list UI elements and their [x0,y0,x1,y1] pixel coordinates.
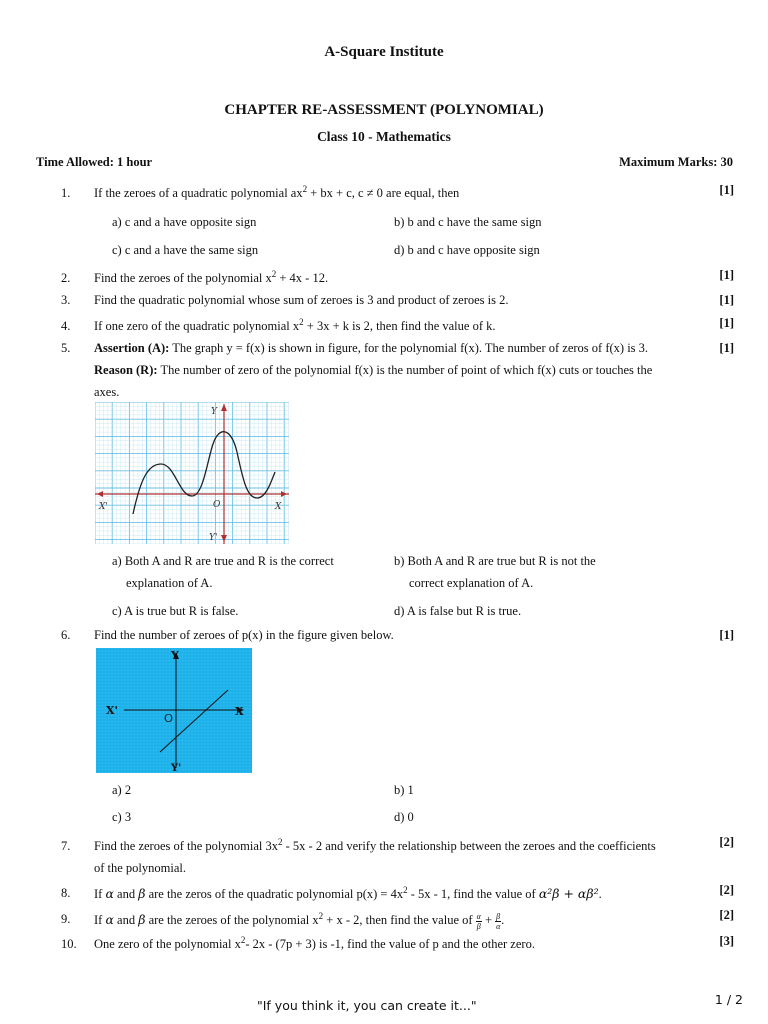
chapter-title: CHAPTER RE-ASSESSMENT (POLYNOMIAL) [224,102,544,118]
question-marks: [2] [719,835,734,849]
option-d: d) A is false but R is true. [394,604,522,618]
x-prime-label: X' [106,704,118,717]
page-number: 1 / 2 [714,992,743,1007]
question-number: 3. [61,293,71,307]
y-axis-label: Y [171,649,179,662]
question-number: 8. [61,886,71,900]
x-axis-label: X [275,502,282,512]
y-prime-label: Y' [171,763,182,773]
question-marks: [1] [719,316,734,330]
option-b: b) 1 [394,783,414,797]
institute-name: A-Square Institute [324,44,444,60]
y-prime-label: Y' [209,533,218,543]
option-c: c) A is true but R is false. [112,604,239,618]
question-marks: [1] [719,293,734,307]
reason-text-continued: axes. [94,385,120,399]
y-axis-arrow-down [221,535,227,542]
option-b: b) b and c have the same sign [394,215,542,229]
option-b-continued: correct explanation of A. [409,576,534,590]
question-text: If α and β are the zeros of the quadratic polynomial $p(x) = 4x^2 - 5x - 1$, find the value of α²β + αβ². [94,885,602,901]
question-text-continued: of the polynomial. [94,861,186,875]
maximum-marks: Maximum Marks: 30 [619,155,733,169]
option-c: c) 3 [112,810,132,824]
question-number: 7. [61,839,71,853]
origin-label: O [164,712,174,725]
option-c: c) c and a have the same sign [112,243,259,257]
option-d: d) b and c have opposite sign [394,243,540,257]
question-marks: [2] [719,908,734,922]
question-text: If one zero of the quadratic polynomial $x^2 + 3x + k$ is 2, then find the value of k. [94,317,496,333]
question-text: Find the zeroes of the polynomial $x^2 + 4x - 12$. [94,269,329,285]
option-b: b) Both A and R are true but R is not the [394,554,596,568]
option-a: a) c and a have opposite sign [112,215,257,229]
question-number: 9. [61,912,71,926]
y-axis-label: Y [211,407,217,417]
reason-text: Reason (R): The number of zero of the polynomial f(x) is the number of point of which f(x) cuts or touches the [94,363,653,377]
question-text: Find the zeroes of the polynomial $3x^2 - 5x - 2$ and verify the relationship between the zeroes and the coefficients [94,837,656,853]
option-a: a) 2 [112,783,132,797]
linear-graph [96,648,252,773]
footer-quote: "If you think it, you can create it..." [257,998,477,1013]
question-marks: [3] [719,934,734,948]
y-axis-arrow-up [221,404,227,411]
polynomial-graph [95,402,289,544]
question-number: 5. [61,341,71,355]
time-allowed: Time Allowed: 1 hour [36,155,153,169]
question-text: Find the quadratic polynomial whose sum of zeroes is 3 and product of zeroes is 2. [94,293,509,307]
option-d: d) 0 [394,810,414,824]
class-subtitle: Class 10 - Mathematics [317,129,451,144]
question-text: Find the number of zeroes of p(x) in the figure given below. [94,628,394,642]
question-number: 1. [61,186,71,200]
x-prime-label: X' [99,502,108,512]
question-marks: [1] [719,628,734,642]
question-marks: [1] [719,341,734,355]
question-number: 10. [61,937,77,951]
question-number: 6. [61,628,71,642]
function-curve [133,432,275,514]
question-text: One zero of the polynomial $x^2-$ 2x - (7p + 3) is -1, find the value of p and the other zero. [94,935,535,951]
question-text: If the zeroes of a quadratic polynomial $ax^2$ + bx + c, c ≠ 0 are equal, then [94,184,460,200]
assertion-text: Assertion (A): The graph y = f(x) is shown in figure, for the polynomial f(x). The number of zeros of f(x) is 3. [94,341,649,355]
question-marks: [1] [719,183,734,197]
question-marks: [2] [719,883,734,897]
question-marks: [1] [719,268,734,282]
x-axis-label: X [235,705,244,718]
question-text: If α and β are the zeroes of the polynomial $x^2 + x - 2$, then find the value of $\frac{\alpha}{\beta}$ + $\frac{\beta}{\alpha}$ . [94,911,505,931]
option-a: a) Both A and R are true and R is the correct [112,554,334,568]
question-number: 2. [61,271,71,285]
x-axis-arrow-left [97,491,103,497]
option-a-continued: explanation of A. [126,576,213,590]
origin-label: O [213,500,221,510]
question-number: 4. [61,319,71,333]
